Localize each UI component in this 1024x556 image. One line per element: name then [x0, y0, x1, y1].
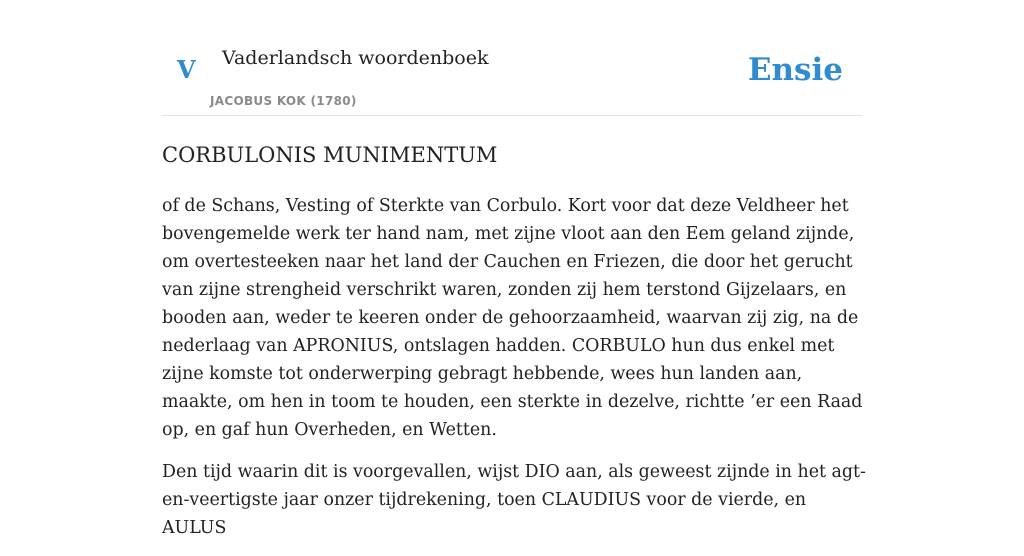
- dictionary-header: [162, 0, 862, 116]
- entry-body: [162, 192, 870, 556]
- page: [162, 0, 866, 538]
- entry-paragraph: of de Schans, Vesting of Sterkte van Corbulo. Kort voor dat deze Veldheer het bovengemelde werk ter hand nam, met zijne vloot aan den Eem geland zijnde, om overtesteeken naar het land der Cauchen en Friezen, die door het gerucht van zijne strengheid verschrikt waren, zonden zij hem terstond Gijzelaars, en booden aan, weder te keeren onder de gehoorzaamheid, waarvan zij zig, na de nederlaag van APRONIUS, ontslagen hadden. CORBULO hun dus enkel met zijne komste tot onderwerping gebragt hebbende, wees hun landen aan, maakte, om hen in toom te houden, een sterkte in dezelve, richtte ’er een Raad op, en gaf hun Overheden, en Wetten.: [162, 196, 863, 440]
- dictionary-author: JACOBUS KOK (1780): [210, 94, 357, 108]
- entry-title: CORBULONIS MUNIMENTUM: [162, 143, 498, 167]
- letter-index-link[interactable]: V: [177, 55, 196, 84]
- dictionary-title-link[interactable]: Vaderlandsch woordenboek: [222, 47, 489, 69]
- entry-paragraph: Den tijd waarin dit is voorgevallen, wijst DIO aan, als geweest zijnde in het agt-en-veertigste jaar onzer tijdrekening, toen CLAUDIUS voor de vierde, en AULUS: [162, 462, 866, 538]
- ensie-logo-link[interactable]: Ensie: [747, 52, 843, 88]
